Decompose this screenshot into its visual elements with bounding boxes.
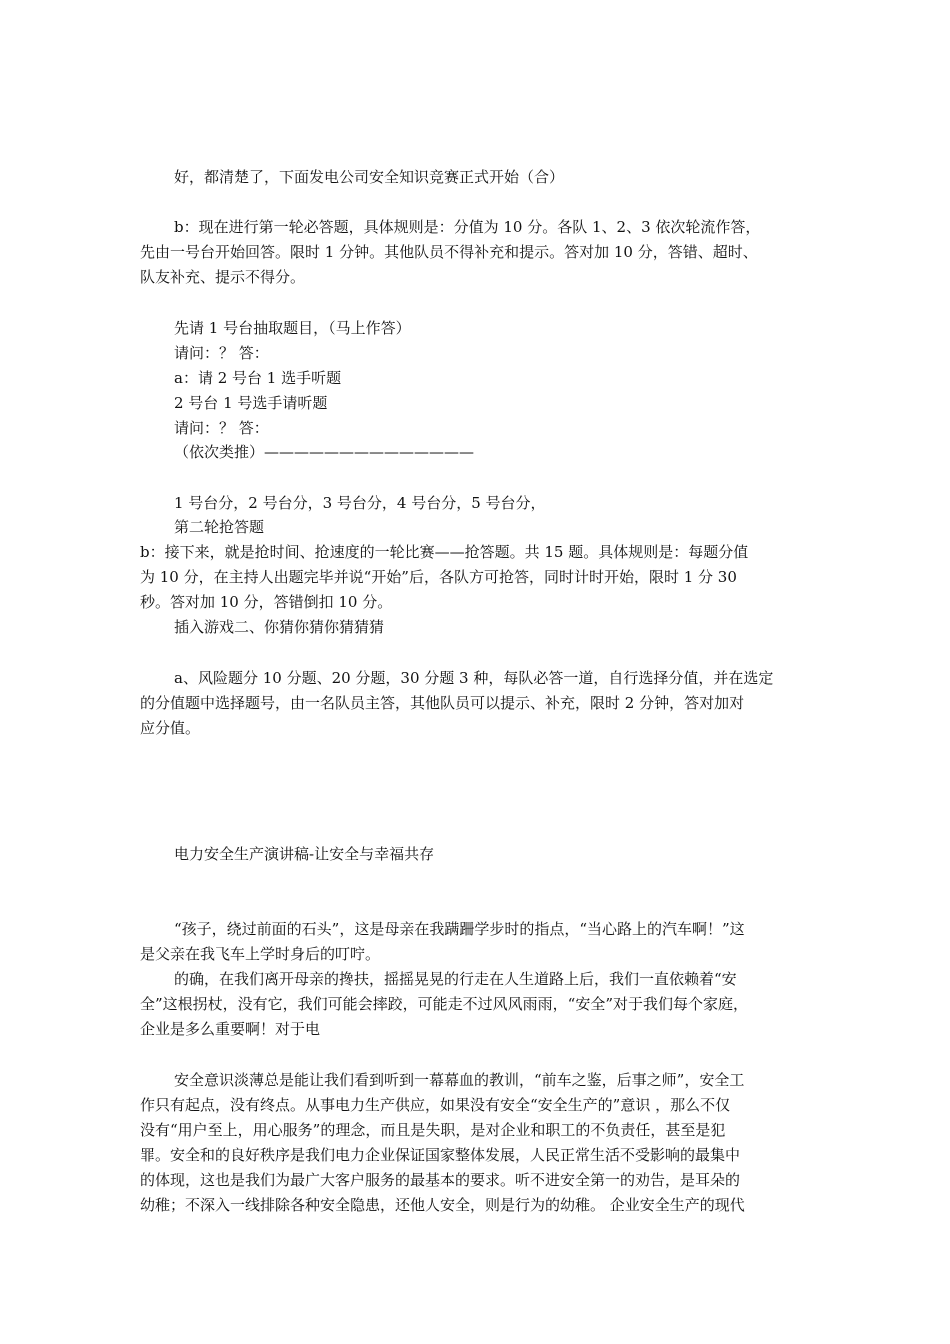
text-line: “孩子，绕过前面的石头”，这是母亲在我蹒跚学步时的指点，“当心路上的汽车啊！”这 <box>174 920 745 938</box>
text-line: b：现在进行第一轮必答题，具体规则是：分值为 10 分。各队 1、2、3 依次轮流作答， <box>174 218 761 236</box>
text-line: a、风险题分 10 分题、20 分题，30 分题 3 种，每队必答一道，自行选择分值，并在选定 <box>174 669 774 687</box>
text-line: 罪。安全和的良好秩序是我们电力企业保证国家整体发展，人民正常生活不受影响的最集中 <box>140 1146 741 1164</box>
text-line: 1 号台分，2 号台分，3 号台分，4 号台分，5 号台分， <box>174 494 546 512</box>
text-line: 2 号台 1 号选手请听题 <box>174 394 328 412</box>
text-line: 安全意识淡薄总是能让我们看到听到一幕幕血的教训，“前车之鉴，后事之师”，安全工 <box>174 1071 745 1089</box>
text-line: 作只有起点，没有终点。从事电力生产供应，如果没有安全“安全生产的”意识 ，那么不仅 <box>140 1096 731 1114</box>
text-line: 幼稚；不深入一线排除各种安全隐患，还他人安全，则是行为的幼稚。 企业安全生产的现代 <box>140 1196 745 1214</box>
text-line: 请问：？ 答： <box>174 419 269 437</box>
text-line: 先由一号台开始回答。限时 1 分钟。其他队员不得补充和提示。答对加 10 分，答错、超时、 <box>140 243 758 261</box>
text-line: a：请 2 号台 1 选手听题 <box>174 369 342 387</box>
text-line: 没有“用户至上，用心服务”的理念，而且是失职，是对企业和职工的不负责任，甚至是犯 <box>140 1121 726 1139</box>
text-line: （依次类推）—————————————— <box>174 443 475 461</box>
text-line: 先请 1 号台抽取题目，（马上作答） <box>174 319 411 337</box>
text-line: 企业是多么重要啊！对于电 <box>140 1020 321 1038</box>
text-line: 好，都清楚了，下面发电公司安全知识竞赛正式开始（合） <box>174 168 565 186</box>
text-line: b：接下来，就是抢时间、抢速度的一轮比赛——抢答题。共 15 题。具体规则是：每题分值 <box>140 543 749 561</box>
text-line: 插入游戏二、你猜你猜你猜猜猜 <box>174 618 385 636</box>
text-line: 为 10 分，在主持人出题完毕并说“开始”后，各队方可抢答，同时计时开始，限时 1 分 30 <box>140 568 737 586</box>
text-line: 是父亲在我飞车上学时身后的叮咛。 <box>140 945 381 963</box>
text-line: 全”这根拐杖，没有它，我们可能会摔跤，可能走不过风风雨雨，“安全”对于我们每个家庭， <box>140 995 749 1013</box>
text-line: 队友补充、提示不得分。 <box>140 268 306 286</box>
text-line: 秒。答对加 10 分，答错倒扣 10 分。 <box>140 593 393 611</box>
text-line: 的体现，这也是我们为最广大客户服务的最基本的要求。听不进安全第一的劝告，是耳朵的 <box>140 1171 741 1189</box>
document-title: 电力安全生产演讲稿-让安全与幸福共存 <box>174 845 435 863</box>
text-line: 请问：？ 答： <box>174 344 269 362</box>
section-heading: 第二轮抢答题 <box>174 518 265 536</box>
text-line: 的分值题中选择题号，由一名队员主答，其他队员可以提示、补充，限时 2 分钟，答对加对 <box>140 694 745 712</box>
text-line: 应分值。 <box>140 719 201 737</box>
text-line: 的确，在我们离开母亲的搀扶，摇摇晃晃的行走在人生道路上后，我们一直依赖着“安 <box>174 970 737 988</box>
